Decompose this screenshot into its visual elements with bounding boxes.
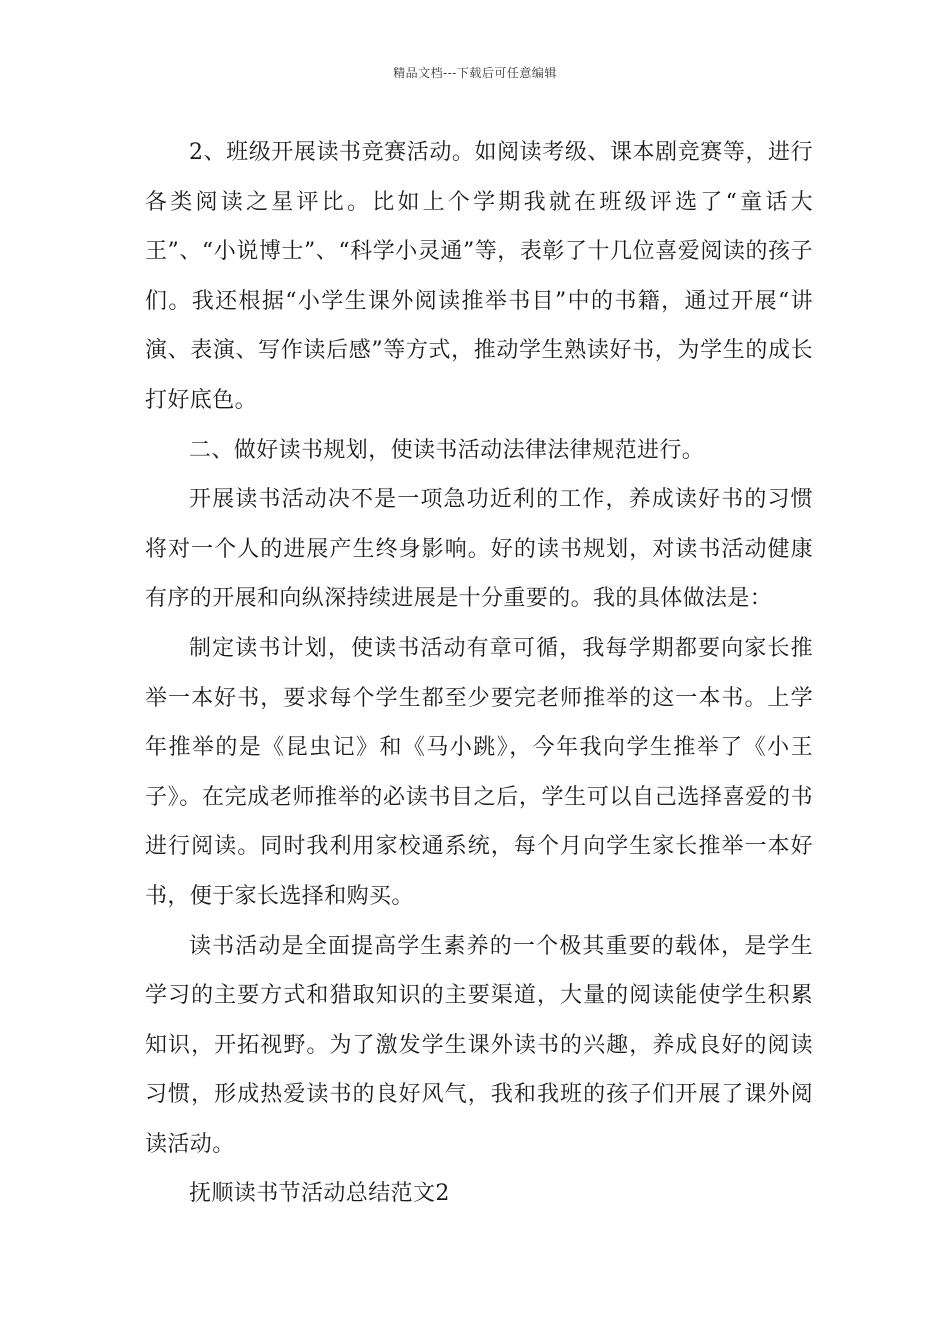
paragraph-reading-competition: 2、班级开展读书竞赛活动。如阅读考级、课本剧竞赛等，进行各类阅读之星评比。比如上个学期我就在班级评选了“童话大王”、“小说博士”、“科学小灵通”等，表彰了十几位喜爱阅读的孩子们。我还根据“小学生课外阅读推举书目”中的书籍，通过开展“讲演、表演、写作读后感”等方式，推动学生熟读好书，为学生的成长打好底色。 (145, 140, 813, 413)
section-heading-reading-plan: 二、做好读书规划，使读书活动法律法律规范进行。 (189, 437, 705, 463)
page-header: 精品文档---下载后可任意编辑 (393, 66, 557, 80)
paragraph-reading-activity: 读书活动是全面提高学生素养的一个极其重要的载体，是学生学习的主要方式和猎取知识的主要渠道，大量的阅读能使学生积累知识，开拓视野。为了激发学生课外读书的兴趣，养成良好的阅读习惯，形成热爱读书的良好风气，我和我班的孩子们开展了课外阅读活动。 (145, 933, 813, 1157)
section-title-example-2: 抚顺读书节活动总结范文2 (189, 1181, 450, 1207)
paragraph-reading-habit: 开展读书活动决不是一项急功近利的工作，养成读好书的习惯将对一个人的进展产生终身影响。好的读书规划，对读书活动健康有序的开展和向纵深持续进展是十分重要的。我的具体做法是： (145, 487, 813, 612)
document-body (145, 128, 813, 1219)
paragraph-reading-schedule: 制定读书计划，使读书活动有章可循，我每学期都要向家长推举一本好书，要求每个学生都至少要完老师推举的这一本书。上学年推举的是《昆虫记》和《马小跳》，今年我向学生推举了《小王子》。在完成老师推举的必读书目之后，学生可以自己选择喜爱的书进行阅读。同时我利用家校通系统，每个月向学生家长推举一本好书，便于家长选择和购买。 (145, 635, 813, 909)
